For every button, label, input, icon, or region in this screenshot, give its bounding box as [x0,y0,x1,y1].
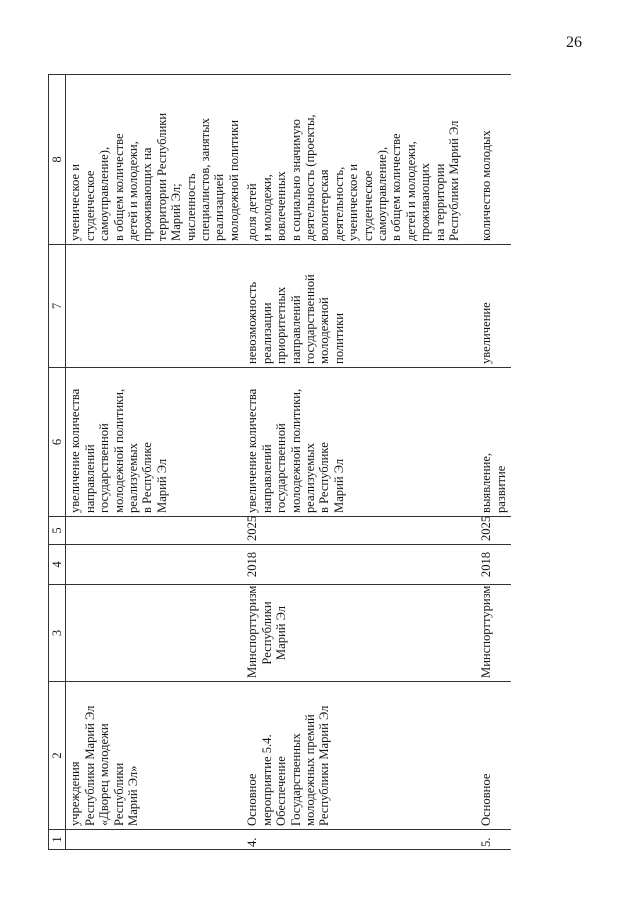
col-header-8: 8 [49,75,66,245]
row-number: 5. [477,830,511,850]
col-header-4: 4 [49,545,66,585]
start-year: 2018 [477,545,511,585]
header-row [49,75,66,850]
rotated-table-page [48,75,603,850]
measure-name: Основное мероприятие 5.4. Обеспечение Государственных молодежных премий Республики Марий Эл [243,682,477,830]
expected-result: увеличение количества направлений государственной молодежной политики, реализуемых в Республике Марий Эл [243,368,477,517]
end-year: 2025 [243,517,477,545]
measure-name: учреждения Республики Марий Эл «Дворец молодежи Республики Марий Эл» [66,682,243,830]
consequence: невозможность реализации приоритетных направлений государственной молодежной политики [243,245,477,368]
consequence: увеличение [477,245,511,368]
expected-result: увеличение количества направлений государственной молодежной политики, реализуемых в Республике Марий Эл [66,368,243,517]
start-year [66,545,243,585]
table-row [477,75,511,850]
col-header-2: 2 [49,682,66,830]
table-row [243,75,477,850]
start-year: 2018 [243,545,477,585]
measure-name: Основное [477,682,511,830]
col-header-3: 3 [49,585,66,682]
executor: Минспорттуризм Республики Марий Эл [243,585,477,682]
col-header-7: 7 [49,245,66,368]
executor [66,585,243,682]
executor: Минспорттуризм [477,585,511,682]
row-number [66,830,243,850]
col-header-1: 1 [49,830,66,850]
col-header-5: 5 [49,517,66,545]
indicator: ученическое и студенческое самоуправление), в общем количестве детей и молодежи, проживающих на территории Республики Марий Эл; численность специалистов, занятых реализацией молодежной политики [66,75,243,245]
expected-result: выявление, развитие [477,368,511,517]
page-number: 26 [566,34,582,51]
row-number: 4. [243,830,477,850]
table-row [66,75,243,850]
end-year [66,517,243,545]
consequence [66,245,243,368]
indicator: доля детей и молодежи, вовлеченных в социально значимую деятельность (проекты, волонтерская деятельность, ученическое и студенческое самоуправление), в общем количестве детей и молодежи, проживающих на территории Республики Марий Эл [243,75,477,245]
program-measures-table [48,74,511,850]
col-header-6: 6 [49,368,66,517]
indicator: количество молодых [477,75,511,245]
end-year: 2025 [477,517,511,545]
